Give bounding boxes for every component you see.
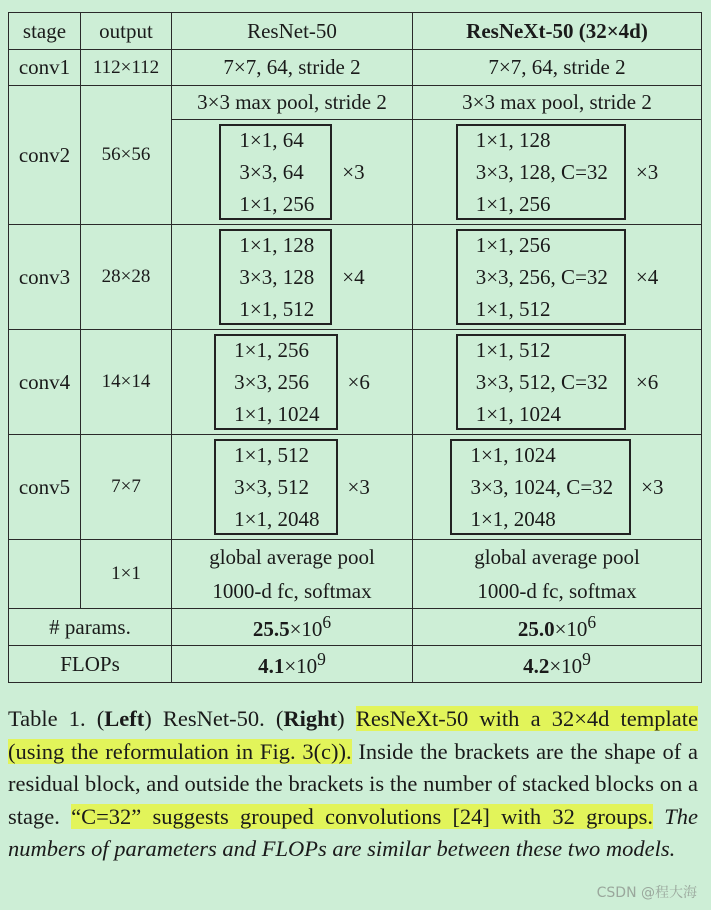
caption-text xyxy=(653,804,664,829)
block-line: 1×1, 512 xyxy=(475,297,551,321)
block-line: 1×1, 256 xyxy=(475,233,551,257)
flops-row xyxy=(9,646,702,683)
fc-output: 1×1 xyxy=(81,540,172,609)
fc-resnet xyxy=(172,540,413,609)
conv4-resnet xyxy=(172,330,413,435)
fc-line: 1000-d fc, softmax xyxy=(212,579,372,603)
caption-text: ) ResNet-50. ( xyxy=(144,706,284,731)
fc-line: 1000-d fc, softmax xyxy=(477,579,637,603)
caption-text: ) xyxy=(337,706,356,731)
conv3-output: 28×28 xyxy=(81,225,172,330)
block-line: 3×3, 256 xyxy=(234,370,309,394)
block-line: 1×1, 2048 xyxy=(234,507,320,531)
conv3-row xyxy=(9,225,702,330)
conv5-resnext xyxy=(413,435,702,540)
flops-label: FLOPs xyxy=(9,646,172,683)
conv4-resnet-mult: ×6 xyxy=(347,369,370,394)
block-line: 1×1, 512 xyxy=(475,338,551,362)
watermark: CSDN @程大海 xyxy=(596,885,697,901)
conv5-stage: conv5 xyxy=(9,435,81,540)
params-resnet-exponent: 6 xyxy=(322,612,332,632)
params-resnext-base: ×10 xyxy=(554,617,588,641)
conv2-resnext-block xyxy=(456,124,626,220)
flops-resnext-exponent: 9 xyxy=(582,649,591,669)
conv4-resnext-mult: ×6 xyxy=(635,369,659,394)
conv3-resnet-mult: ×4 xyxy=(342,264,365,289)
flops-resnet-exponent: 9 xyxy=(317,649,326,669)
header-row xyxy=(9,13,702,50)
header-resnet: ResNet-50 xyxy=(172,13,413,50)
block-line: 1×1, 128 xyxy=(475,128,551,152)
conv5-resnet-mult: ×3 xyxy=(347,474,370,499)
block-line: 1×1, 1024 xyxy=(234,402,320,426)
block-line: 1×1, 128 xyxy=(239,233,315,257)
caption-right: Right xyxy=(283,706,338,731)
conv1-resnext: 7×7, 64, stride 2 xyxy=(413,50,702,86)
flops-resnet-mantissa: 4.1 xyxy=(258,654,285,678)
conv3-resnext-mult: ×4 xyxy=(635,264,659,289)
conv2-resnet-block xyxy=(219,124,332,220)
conv1-stage: conv1 xyxy=(9,50,81,86)
conv3-resnet xyxy=(172,225,413,330)
block-line: 3×3, 1024, C=32 xyxy=(470,475,614,499)
block-line: 1×1, 1024 xyxy=(470,443,556,467)
block-line: 1×1, 64 xyxy=(239,128,304,152)
block-line: 3×3, 512 xyxy=(234,475,309,499)
conv1-output: 112×112 xyxy=(81,50,172,86)
header-stage: stage xyxy=(9,13,81,50)
conv5-resnet xyxy=(172,435,413,540)
block-line: 3×3, 128, C=32 xyxy=(475,160,608,184)
params-resnext-exponent: 6 xyxy=(587,612,597,632)
fc-line: global average pool xyxy=(209,545,375,569)
conv5-resnet-block xyxy=(214,439,337,535)
conv3-resnext-block xyxy=(456,229,626,325)
params-resnet xyxy=(172,609,413,646)
conv2-resnext-mult: ×3 xyxy=(635,159,659,184)
conv5-resnext-block xyxy=(450,439,631,535)
conv5-row xyxy=(9,435,702,540)
conv4-stage: conv4 xyxy=(9,330,81,435)
conv2-resnet xyxy=(172,120,413,225)
params-resnet-mantissa: 25.5 xyxy=(252,617,290,641)
table-caption xyxy=(8,703,698,866)
header-resnext: ResNeXt-50 (32×4d) xyxy=(413,13,702,50)
block-line: 1×1, 512 xyxy=(239,297,315,321)
caption-italic: The numbers of parameters and FLOPs are similar between these two models. xyxy=(8,803,699,861)
pool-row xyxy=(9,86,702,120)
block-line: 1×1, 512 xyxy=(234,443,309,467)
conv4-output: 14×14 xyxy=(81,330,172,435)
caption-highlight-2: “C=32” suggests grouped convolutions [24] with 32 groups. xyxy=(71,803,654,829)
pool-resnet: 3×3 max pool, stride 2 xyxy=(172,86,413,120)
conv4-resnext-block xyxy=(456,334,626,430)
params-resnext xyxy=(413,609,702,646)
fc-resnext xyxy=(413,540,702,609)
conv2-resnext xyxy=(413,120,702,225)
caption-highlight-1: ResNeXt-50 with a 32×4d template (using the reformulation in Fig. 3(c)). xyxy=(8,706,698,764)
conv5-output: 7×7 xyxy=(81,435,172,540)
conv1-resnet: 7×7, 64, stride 2 xyxy=(172,50,413,86)
flops-resnext-base: ×10 xyxy=(549,654,583,678)
conv4-row xyxy=(9,330,702,435)
conv3-stage: conv3 xyxy=(9,225,81,330)
fc-row xyxy=(9,540,702,609)
params-label: # params. xyxy=(9,609,172,646)
conv5-resnext-mult: ×3 xyxy=(641,474,664,499)
conv4-resnext xyxy=(413,330,702,435)
params-resnext-mantissa: 25.0 xyxy=(517,617,555,641)
conv2-resnet-mult: ×3 xyxy=(342,159,365,184)
block-line: 1×1, 2048 xyxy=(470,507,556,531)
conv4-resnet-block xyxy=(214,334,337,430)
block-line: 1×1, 256 xyxy=(234,338,309,362)
caption-text: Inside the brackets are the shape of a residual block, and outside the brackets is the number of stacked blocks on a stage. xyxy=(8,738,698,829)
block-line: 1×1, 1024 xyxy=(475,402,562,426)
fc-stage xyxy=(9,540,81,609)
conv3-resnet-block xyxy=(219,229,332,325)
params-row xyxy=(9,609,702,646)
conv2-output: 56×56 xyxy=(81,86,172,225)
block-line: 3×3, 64 xyxy=(239,160,304,184)
flops-resnext-mantissa: 4.2 xyxy=(523,654,550,678)
block-line: 3×3, 128 xyxy=(239,265,315,289)
pool-resnext: 3×3 max pool, stride 2 xyxy=(413,86,702,120)
block-line: 1×1, 256 xyxy=(475,192,551,216)
conv3-resnext xyxy=(413,225,702,330)
conv1-row xyxy=(9,50,702,86)
fc-line: global average pool xyxy=(474,545,640,569)
caption-left: Left xyxy=(104,706,145,731)
header-output: output xyxy=(81,13,172,50)
conv2-stage: conv2 xyxy=(9,86,81,225)
caption-text: Table 1. ( xyxy=(8,706,105,731)
block-line: 1×1, 256 xyxy=(239,192,315,216)
block-line: 3×3, 512, C=32 xyxy=(475,370,608,394)
flops-resnet xyxy=(172,646,413,683)
flops-resnet-base: ×10 xyxy=(284,654,318,678)
params-resnet-base: ×10 xyxy=(289,617,323,641)
flops-resnext xyxy=(413,646,702,683)
architecture-table xyxy=(8,12,702,683)
block-line: 3×3, 256, C=32 xyxy=(475,265,608,289)
